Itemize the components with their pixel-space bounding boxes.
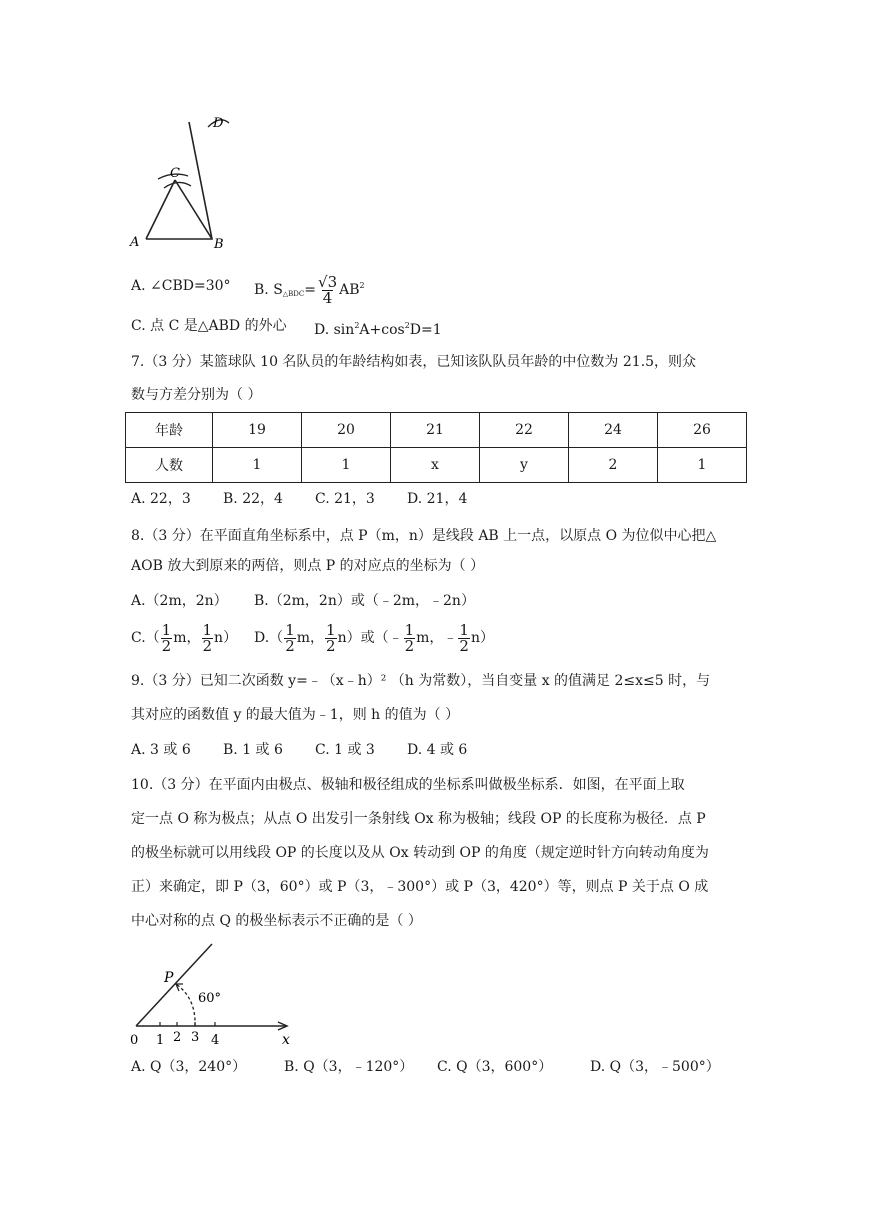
table-cell: 20 — [302, 413, 391, 448]
q7-option-b: B. 22，4 — [223, 491, 283, 507]
table-row — [126, 413, 747, 448]
label-x: x — [282, 1032, 290, 1048]
q7-stem-line2: 数与方差分别为（ ） — [131, 387, 262, 403]
q10-stem-line4: 正）来确定，即 P（3，60°）或 P（3，﹣300°）或 P（3，420°）等，则点 P 关于点 O 成 — [131, 879, 709, 895]
fraction-denominator: 2 — [404, 636, 415, 655]
ray-op — [136, 944, 212, 1026]
tick-label: 2 — [173, 1030, 182, 1045]
q10-stem-line5: 中心对称的点 Q 的极坐标表示不正确的是（ ） — [131, 913, 422, 929]
table-cell: 21 — [391, 413, 480, 448]
q6-b-subscript: △BDC — [282, 290, 305, 298]
angle-arc-arrowhead — [176, 984, 183, 991]
triangle-construction-figure — [128, 110, 248, 255]
q8-c-n: n） — [214, 630, 238, 646]
q8-c-prefix: C.（ — [131, 630, 160, 646]
label-c: C — [170, 166, 180, 181]
fraction-numerator: 1 — [285, 620, 295, 639]
q8-option-c — [131, 619, 237, 657]
table-cell: 22 — [480, 413, 569, 448]
fraction-numerator: 1 — [202, 620, 213, 639]
q6-b-prefix: B. S — [254, 282, 283, 298]
fraction-denominator: 2 — [285, 636, 295, 655]
q8-stem-line1: 8.（3 分）在平面直角坐标系中，点 P（m，n）是线段 AB 上一点，以原点 O 为位似中心把△ — [131, 528, 717, 544]
segment-ac — [146, 180, 175, 239]
age-table — [125, 412, 747, 483]
fraction-numerator: 1 — [404, 620, 415, 639]
q7-stem-line1: 7.（3 分）某篮球队 10 名队员的年龄结构如表，已知该队队员年龄的中位数为 21.5，则众 — [131, 354, 697, 370]
table-cell: 年龄 — [126, 413, 213, 448]
q7-option-a: A. 22，3 — [131, 491, 191, 507]
q10-option-b: B. Q（3，﹣120°） — [284, 1059, 414, 1075]
table-cell: 1 — [302, 448, 391, 483]
q6-b-superscript: 2 — [359, 281, 365, 290]
q6-option-d — [314, 316, 442, 340]
q6-b-denominator: 4 — [322, 288, 333, 307]
q8-stem-line2: AOB 放大到原来的两倍，则点 P 的对应点的坐标为（ ） — [131, 558, 485, 574]
fraction-one-half — [202, 620, 214, 655]
q6-d-sup1: 2 — [354, 321, 360, 330]
label-60-degrees: 60° — [198, 991, 222, 1006]
q10-option-c: C. Q（3，600°） — [437, 1059, 553, 1075]
fraction-one-half — [161, 620, 173, 655]
table-cell: 2 — [569, 448, 658, 483]
label-a: A — [130, 235, 140, 250]
q6-d-sup2: 2 — [404, 321, 410, 330]
q8-option-d — [254, 619, 494, 657]
fraction-denominator: 2 — [161, 636, 172, 655]
fraction-one-half — [458, 620, 470, 655]
table-cell: x — [391, 448, 480, 483]
q9-option-d: D. 4 或 6 — [407, 742, 468, 758]
fraction-denominator: 2 — [326, 636, 336, 655]
q8-c-m: m， — [173, 630, 201, 646]
q6-b-suffix: AB — [339, 282, 360, 298]
q6-option-a: A. ∠CBD=30° — [131, 278, 231, 294]
table-cell: 19 — [213, 413, 302, 448]
q6-option-c: C. 点 C 是△ABD 的外心 — [131, 318, 287, 334]
table-cell: 1 — [213, 448, 302, 483]
fraction-one-half — [404, 620, 416, 655]
q8-d-n2: n） — [470, 630, 494, 646]
q6-d-prefix: D. sin — [314, 322, 355, 338]
q6-d-suffix: D=1 — [409, 322, 442, 338]
q8-option-a: A.（2m，2n） — [131, 593, 228, 609]
tick-label: 4 — [211, 1033, 220, 1048]
q8-d-n: n） — [337, 630, 361, 646]
table-cell: 人数 — [126, 448, 213, 483]
q6-option-b — [254, 266, 365, 314]
q6-b-fraction — [317, 272, 338, 307]
q9-option-c: C. 1 或 3 — [315, 742, 375, 758]
q9-option-b: B. 1 或 6 — [223, 742, 283, 758]
q7-option-d: D. 21，4 — [407, 491, 468, 507]
fraction-denominator: 2 — [459, 636, 469, 655]
q10-stem-line3: 的极坐标就可以用线段 OP 的长度以及从 Ox 转动到 OP 的角度（规定逆时针方向转动角度为 — [131, 845, 709, 861]
fraction-one-half — [325, 620, 337, 655]
q6-b-numerator: √3 — [318, 272, 338, 291]
label-d: D — [213, 116, 224, 131]
q10-option-a: A. Q（3，240°） — [131, 1059, 247, 1075]
fraction-numerator: 1 — [326, 620, 336, 639]
q9-stem-line1: 9.（3 分）已知二次函数 y=﹣（x﹣h）² （h 为常数），当自变量 x 的值满足 2≤x≤5 时，与 — [131, 673, 711, 689]
tick-label: 3 — [191, 1030, 200, 1045]
tick-label: 1 — [156, 1033, 165, 1048]
q6-b-equals: = — [304, 282, 317, 298]
label-b: B — [214, 237, 224, 252]
table-cell: 24 — [569, 413, 658, 448]
q10-stem-line1: 10.（3 分）在平面内由极点、极轴和极径组成的坐标系叫做极坐标系．如图，在平面上取 — [131, 777, 685, 793]
q6-d-mid: A+cos — [359, 322, 405, 338]
fraction-numerator: 1 — [161, 620, 172, 639]
q10-option-d: D. Q（3，﹣500°） — [590, 1059, 720, 1075]
q8-d-neg-sep: m，﹣ — [416, 630, 458, 646]
q10-stem-line2: 定一点 O 称为极点；从点 O 出发引一条射线 Ox 称为极轴；线段 OP 的长度称为极径．点 P — [131, 811, 706, 827]
fraction-denominator: 2 — [202, 636, 213, 655]
label-p: P — [164, 970, 174, 986]
q9-stem-line2: 其对应的函数值 y 的最大值为﹣1，则 h 的值为（ ） — [131, 707, 460, 723]
table-row — [126, 448, 747, 483]
polar-coordinate-figure — [126, 940, 306, 1050]
q8-d-prefix: D.（ — [254, 630, 284, 646]
fraction-one-half — [284, 620, 296, 655]
table-cell: 1 — [658, 448, 747, 483]
q8-d-m: m， — [296, 630, 325, 646]
label-origin: 0 — [130, 1033, 139, 1048]
q8-option-b: B.（2m，2n）或（﹣2m，﹣2n） — [254, 593, 475, 609]
table-cell: y — [480, 448, 569, 483]
q8-d-or: 或（﹣ — [360, 630, 403, 646]
q9-option-a: A. 3 或 6 — [131, 742, 191, 758]
q7-option-c: C. 21，3 — [315, 491, 375, 507]
table-cell: 26 — [658, 413, 747, 448]
fraction-numerator: 1 — [459, 620, 469, 639]
